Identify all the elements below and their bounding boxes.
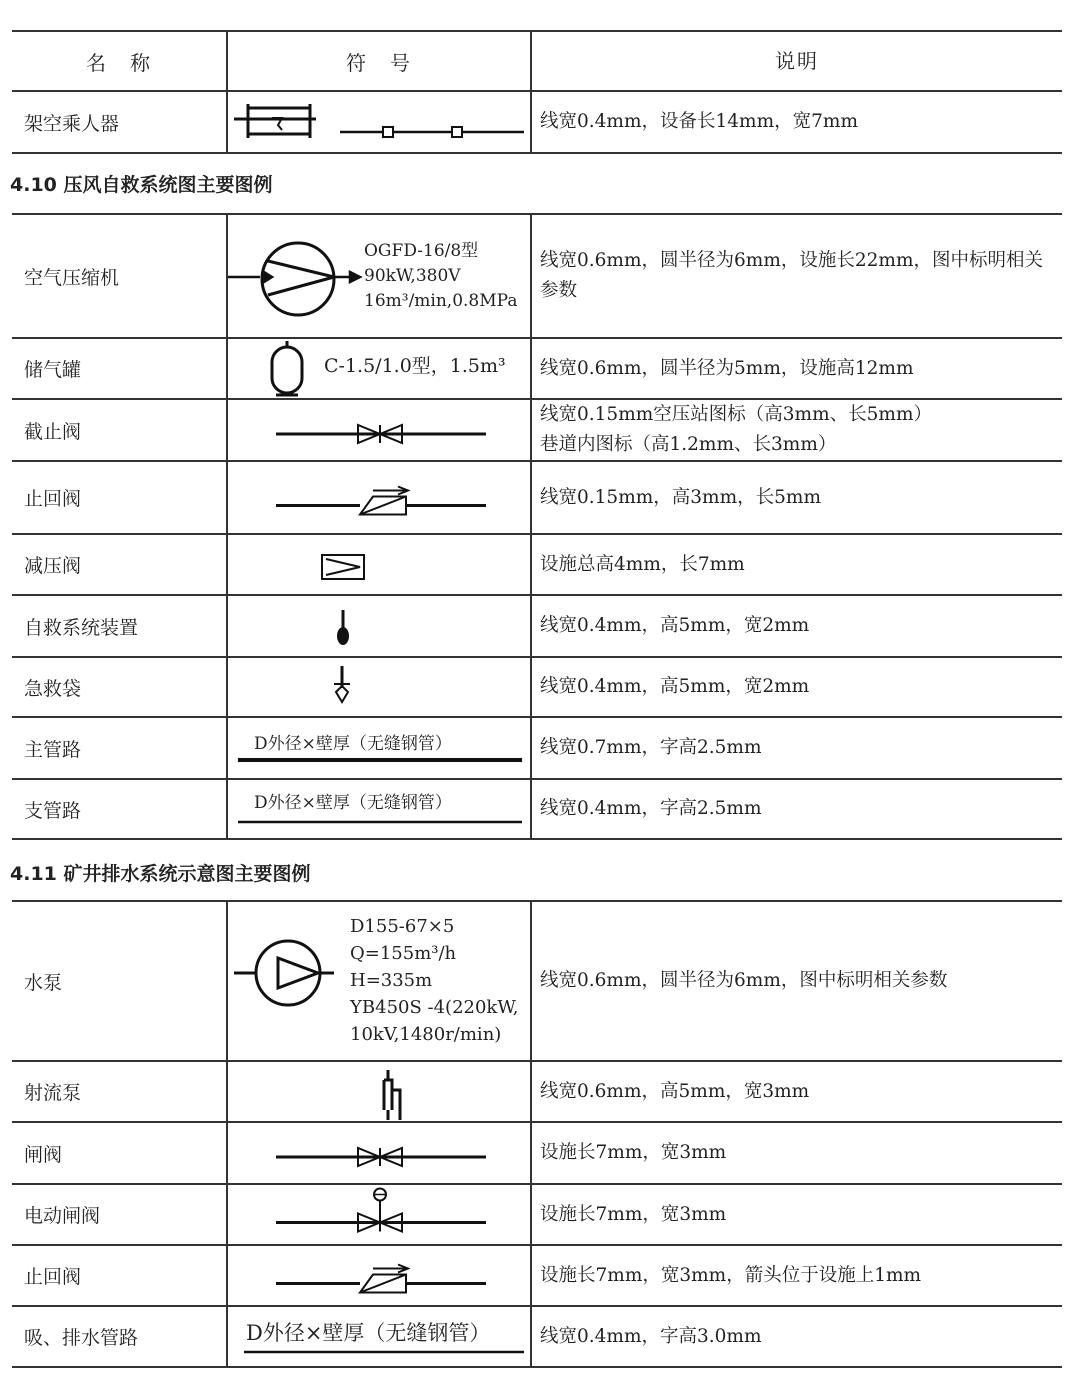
item-name: 空气压缩机: [24, 266, 120, 289]
tank-symbol-icon: [226, 339, 532, 398]
item-description: 线宽0.7mm，字高2.5mm: [540, 737, 762, 758]
symbol-text: D外径×壁厚（无缝钢管）: [246, 1321, 491, 1345]
table-row: [12, 658, 1062, 718]
aidbag-symbol-icon: [226, 658, 532, 716]
item-description: 设施长7mm，宽3mm: [540, 1142, 727, 1163]
item-name: 储气罐: [24, 359, 82, 381]
symbol-text: OGFD-16/8型: [364, 241, 479, 261]
symbol-text: D外径×壁厚（无缝钢管）: [254, 734, 452, 754]
check-symbol-icon: [226, 1246, 532, 1305]
table-row: [12, 92, 1062, 154]
table-row: [12, 1062, 1062, 1123]
item-description: 设施长7mm，宽3mm，箭头位于设施上1mm: [540, 1264, 922, 1286]
reducer-symbol-icon: [226, 535, 532, 594]
symbol-text: 90kW,380V: [364, 266, 461, 286]
item-name: 支管路: [24, 799, 82, 822]
table-row: [12, 1123, 1062, 1185]
header-symbol: 符 号: [226, 32, 532, 90]
item-description: 线宽0.4mm，高5mm，宽2mm: [540, 676, 810, 697]
item-name: 射流泵: [24, 1082, 82, 1104]
item-description: 线宽0.4mm，高5mm，宽2mm: [540, 615, 810, 636]
item-description: 线宽0.15mm空压站图标（高3mm、长5mm） 巷道内图标（高1.2mm、长3mm）: [540, 404, 932, 455]
section-heading-4-10: 4.10 压风自救系统图主要图例: [10, 174, 273, 196]
table-drainage: [12, 900, 1062, 1368]
branchpipe-symbol-icon: [226, 780, 532, 838]
compressor-symbol-icon: [226, 215, 532, 337]
section-heading-4-11: 4.11 矿井排水系统示意图主要图例: [10, 863, 311, 885]
symbol-text: 10kV,1480r/min): [350, 1024, 502, 1045]
item-name: 急救袋: [24, 677, 82, 700]
item-description: 线宽0.6mm，圆半径为6mm，图中标明相关参数: [540, 970, 948, 991]
item-name: 水泵: [24, 971, 63, 994]
symbol-text: Q=155m³/h: [350, 943, 457, 964]
table-row: [12, 780, 1062, 840]
table-row: [12, 596, 1062, 658]
item-name: 架空乘人器: [24, 112, 120, 135]
symbol-text: H=335m: [350, 970, 433, 991]
table-row: [12, 462, 1062, 535]
item-description: 线宽0.6mm，圆半径为5mm，设施高12mm: [540, 357, 914, 379]
selfrescue-symbol-icon: [226, 596, 532, 656]
symbol-text: C-1.5/1.0型，1.5m³: [324, 355, 506, 377]
pump-symbol-icon: [226, 902, 532, 1060]
table-row: [12, 902, 1062, 1062]
table-chairlift: [12, 30, 1062, 154]
symbol-text: D155-67×5: [350, 916, 455, 937]
table-compressed-air: [12, 213, 1062, 840]
symbol-text: 16m³/min,0.8MPa: [364, 291, 518, 311]
table-header-row: [12, 32, 1062, 92]
item-description: 线宽0.6mm，高5mm，宽3mm: [540, 1080, 810, 1102]
table-row: [12, 535, 1062, 596]
item-description: 设施长7mm，宽3mm: [540, 1203, 727, 1225]
item-name: 截止阀: [24, 420, 82, 443]
table-row: [12, 215, 1062, 339]
chairlift-symbol-icon: [226, 92, 532, 152]
mainpipe-symbol-icon: [226, 718, 532, 778]
valve-symbol-icon: [226, 400, 532, 460]
table-row: [12, 1307, 1062, 1368]
item-name: 减压阀: [24, 555, 82, 577]
check-symbol-icon: [226, 462, 532, 533]
item-name: 电动闸阀: [24, 1205, 101, 1227]
item-description: 线宽0.4mm，字高2.5mm: [540, 798, 762, 819]
jet-symbol-icon: [226, 1062, 532, 1121]
item-name: 自救系统装置: [24, 616, 139, 639]
table-row: [12, 718, 1062, 780]
item-name: 吸、排水管路: [24, 1327, 139, 1349]
symbol-text: D外径×壁厚（无缝钢管）: [254, 793, 452, 813]
table-row: [12, 400, 1062, 462]
item-description: 设施总高4mm，长7mm: [540, 553, 745, 575]
item-description: 线宽0.4mm，字高3.0mm: [540, 1325, 762, 1347]
header-name: 名 称: [86, 50, 152, 75]
suction-symbol-icon: [226, 1307, 532, 1366]
item-name: 止回阀: [24, 488, 82, 510]
item-name: 主管路: [24, 738, 82, 761]
item-description: 线宽0.6mm，圆半径为6mm，设施长22mm，图中标明相关参数: [540, 250, 1043, 301]
table-row: [12, 339, 1062, 400]
evalve-symbol-icon: [226, 1185, 532, 1244]
item-description: 线宽0.4mm，设备长14mm，宽7mm: [540, 111, 858, 132]
item-name: 止回阀: [24, 1266, 82, 1288]
valve-symbol-icon: [226, 1123, 532, 1183]
item-name: 闸阀: [24, 1143, 63, 1166]
table-row: [12, 1246, 1062, 1307]
item-description: 线宽0.15mm，高3mm，长5mm: [540, 486, 821, 508]
header-desc: 说明: [775, 49, 819, 73]
table-row: [12, 1185, 1062, 1246]
symbol-text: YB450S -4(220kW,: [350, 997, 519, 1018]
